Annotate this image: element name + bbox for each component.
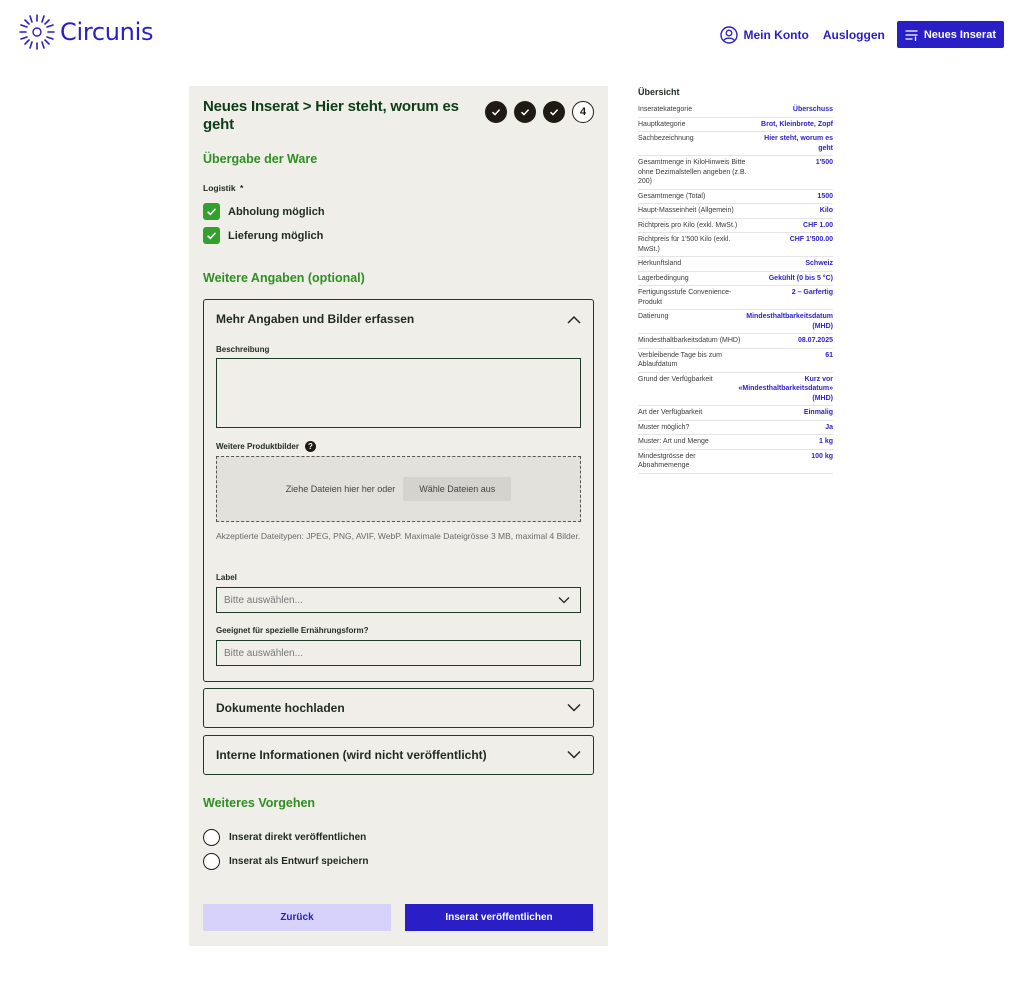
accordion-internal-header[interactable] <box>204 736 593 773</box>
summary-row <box>638 103 833 118</box>
check-icon <box>491 107 501 117</box>
checkbox-delivery-label: Lieferung möglich <box>228 229 324 242</box>
page-title: Neues Inserat > Hier steht, worum es geht <box>203 98 459 133</box>
summary-key: Gesamtmenge in KiloHinweis Bitte ohne Dezimalstellen angeben (z.B. 200) <box>638 159 747 185</box>
summary-row <box>638 310 833 334</box>
summary-row <box>638 118 833 133</box>
summary-key: Herkunftsland <box>638 260 682 267</box>
list-add-icon <box>905 29 919 41</box>
chevron-up-icon <box>567 315 581 324</box>
circunis-logo-icon <box>18 13 56 51</box>
summary-row <box>638 190 833 205</box>
summary-row <box>638 272 833 287</box>
summary-value: 61 <box>825 351 833 359</box>
back-button[interactable]: Zurück <box>203 904 391 931</box>
summary-value: CHF 1.00 <box>803 221 833 229</box>
summary-value: Mindesthaltbarkeitsdatum (MHD) <box>746 313 833 330</box>
summary-row <box>638 406 833 421</box>
summary-key: Sachbezeichnung <box>638 135 694 142</box>
dropzone-text: Ziehe Dateien hier her oder <box>285 484 396 494</box>
accordion-details <box>203 299 594 682</box>
label-select[interactable] <box>216 587 581 613</box>
publish-button[interactable]: Inserat veröffentlichen <box>405 904 593 931</box>
summary-value: Hier steht, worum es geht <box>764 135 833 152</box>
accordion-documents-title: Dokumente hochladen <box>216 700 345 715</box>
summary-key: Gesamtmenge (Total) <box>638 192 706 200</box>
brand-logo[interactable] <box>18 13 153 51</box>
step-4-current: 4 <box>572 101 594 123</box>
summary-key: Richtpreis pro Kilo (exkl. MwSt.) <box>638 221 738 229</box>
step-1-done <box>485 101 507 123</box>
summary-panel <box>638 87 833 474</box>
logistics-label-text: Logistik <box>203 183 236 193</box>
summary-value: Brot, Kleinbrote, Zopf <box>761 120 833 128</box>
account-label: Mein Konto <box>743 27 809 42</box>
summary-row <box>638 373 833 407</box>
summary-key: Fertigungsstufe Convenience-Produkt <box>638 289 732 306</box>
step-2-done <box>514 101 536 123</box>
check-icon <box>206 206 217 217</box>
new-listing-label: Neues Inserat <box>923 28 996 41</box>
description-label: Beschreibung <box>216 345 270 354</box>
summary-value: Gekühlt (0 bis 5 °C) <box>768 274 833 282</box>
summary-row <box>638 349 833 373</box>
step-indicator <box>478 101 594 123</box>
checkbox-delivery[interactable] <box>203 227 323 244</box>
user-icon <box>720 26 738 44</box>
listing-form-panel <box>189 86 608 946</box>
diet-select-placeholder: Bitte auswählen... <box>224 647 303 659</box>
checkbox-checked[interactable] <box>203 203 220 220</box>
step-3-done <box>543 101 565 123</box>
accordion-details-title: Mehr Angaben und Bilder erfassen <box>216 312 415 326</box>
diet-field-label: Geeignet für spezielle Ernährungsform? <box>216 626 369 635</box>
summary-value: Schweiz <box>805 260 833 267</box>
chevron-down-icon <box>567 750 581 759</box>
choose-files-button[interactable]: Wähle Dateien aus <box>403 477 511 501</box>
site-header <box>0 0 1024 70</box>
summary-row <box>638 421 833 436</box>
images-label-text: Weitere Produktbilder <box>216 442 299 451</box>
checkbox-pickup-label: Abholung möglich <box>228 205 325 218</box>
summary-key: Richtpreis für 1'500 Kilo (exkl. MwSt.) <box>638 236 731 253</box>
check-icon <box>520 107 530 117</box>
summary-value: CHF 1'500.00 <box>789 236 833 243</box>
chevron-down-icon <box>558 596 570 604</box>
label-select-placeholder: Bitte auswählen... <box>224 594 303 606</box>
summary-row <box>638 156 833 190</box>
summary-key: Art der Verfügbarkeit <box>638 409 703 416</box>
summary-row <box>638 219 833 234</box>
summary-key: Mindesthaltbarkeitsdatum (MHD) <box>638 337 741 344</box>
summary-value: 1'500 <box>815 159 833 166</box>
accordion-details-header[interactable] <box>204 300 593 338</box>
label-field-label: Label <box>216 573 237 582</box>
accordion-documents[interactable] <box>203 688 594 728</box>
description-textarea[interactable] <box>216 358 581 428</box>
summary-value: 1500 <box>817 192 833 200</box>
summary-row <box>638 435 833 450</box>
image-dropzone[interactable] <box>216 456 581 522</box>
summary-key: Lagerbedingung <box>638 274 689 282</box>
summary-value: Überschuss <box>792 106 833 113</box>
handover-heading: Übergabe der Ware <box>203 152 318 166</box>
diet-select[interactable] <box>216 640 581 666</box>
summary-key: Muster möglich? <box>638 423 690 431</box>
summary-value: Einmalig <box>803 409 833 416</box>
summary-key: Haupt-Masseinheit (Allgemein) <box>638 207 734 214</box>
summary-row <box>638 204 833 219</box>
check-icon <box>549 107 559 117</box>
logistics-label <box>203 183 243 193</box>
summary-value: 100 kg <box>811 452 833 460</box>
images-label <box>216 441 316 452</box>
help-icon[interactable]: ? <box>305 441 316 452</box>
summary-row <box>638 334 833 349</box>
summary-value: 2 – Garfertig <box>791 289 833 296</box>
summary-value: 1 kg <box>818 438 833 445</box>
summary-title: Übersicht <box>638 87 680 97</box>
radio-button[interactable] <box>203 829 220 846</box>
summary-key: Hauptkategorie <box>638 120 686 128</box>
radio-save-draft[interactable] <box>203 853 369 870</box>
checkbox-checked[interactable] <box>203 227 220 244</box>
summary-table <box>638 103 833 474</box>
next-steps-heading: Weiteres Vorgehen <box>203 796 316 810</box>
summary-key: Datierung <box>638 313 669 320</box>
new-listing-button[interactable] <box>897 21 1004 48</box>
summary-row <box>638 450 833 474</box>
check-icon <box>206 230 217 241</box>
summary-key: Verbleibende Tage bis zum Ablaufdatum <box>638 351 722 368</box>
accordion-internal[interactable] <box>203 735 594 775</box>
radio-button[interactable] <box>203 853 220 870</box>
chevron-down-icon <box>567 703 581 712</box>
radio-publish-direct-label: Inserat direkt veröffentlichen <box>229 832 367 843</box>
brand-name: Circunis <box>60 18 154 46</box>
summary-value: Kilo <box>819 207 833 214</box>
summary-row <box>638 257 833 272</box>
checkbox-pickup[interactable] <box>203 203 325 220</box>
summary-row <box>638 132 833 156</box>
summary-key: Grund der Verfügbarkeit <box>638 375 713 383</box>
account-link[interactable] <box>720 26 809 44</box>
radio-publish-direct[interactable] <box>203 829 366 846</box>
summary-value: Kurz vor «Mindesthaltbarkeitsdatum» (MHD) <box>738 375 833 402</box>
summary-row <box>638 286 833 310</box>
summary-key: Mindestgrösse der Abnahmemenge <box>638 452 696 469</box>
file-type-hint: Akzeptierte Dateitypen: JPEG, PNG, AVIF, WebP. Maximale Dateigrösse 3 MB, maximal 4 Bilder. <box>216 531 581 541</box>
accordion-documents-header[interactable] <box>204 689 593 726</box>
summary-row <box>638 233 833 257</box>
summary-value: Ja <box>825 423 833 431</box>
optional-heading: Weitere Angaben (optional) <box>203 271 365 285</box>
top-nav <box>720 21 1004 48</box>
radio-save-draft-label: Inserat als Entwurf speichern <box>229 856 369 867</box>
summary-key: Inseratekategorie <box>638 106 693 113</box>
logout-link[interactable]: Ausloggen <box>822 27 885 42</box>
summary-value: 08.07.2025 <box>797 337 833 344</box>
accordion-internal-title: Interne Informationen (wird nicht veröffentlicht) <box>216 747 487 762</box>
summary-key: Muster: Art und Menge <box>638 438 709 445</box>
required-mark: * <box>239 183 244 193</box>
